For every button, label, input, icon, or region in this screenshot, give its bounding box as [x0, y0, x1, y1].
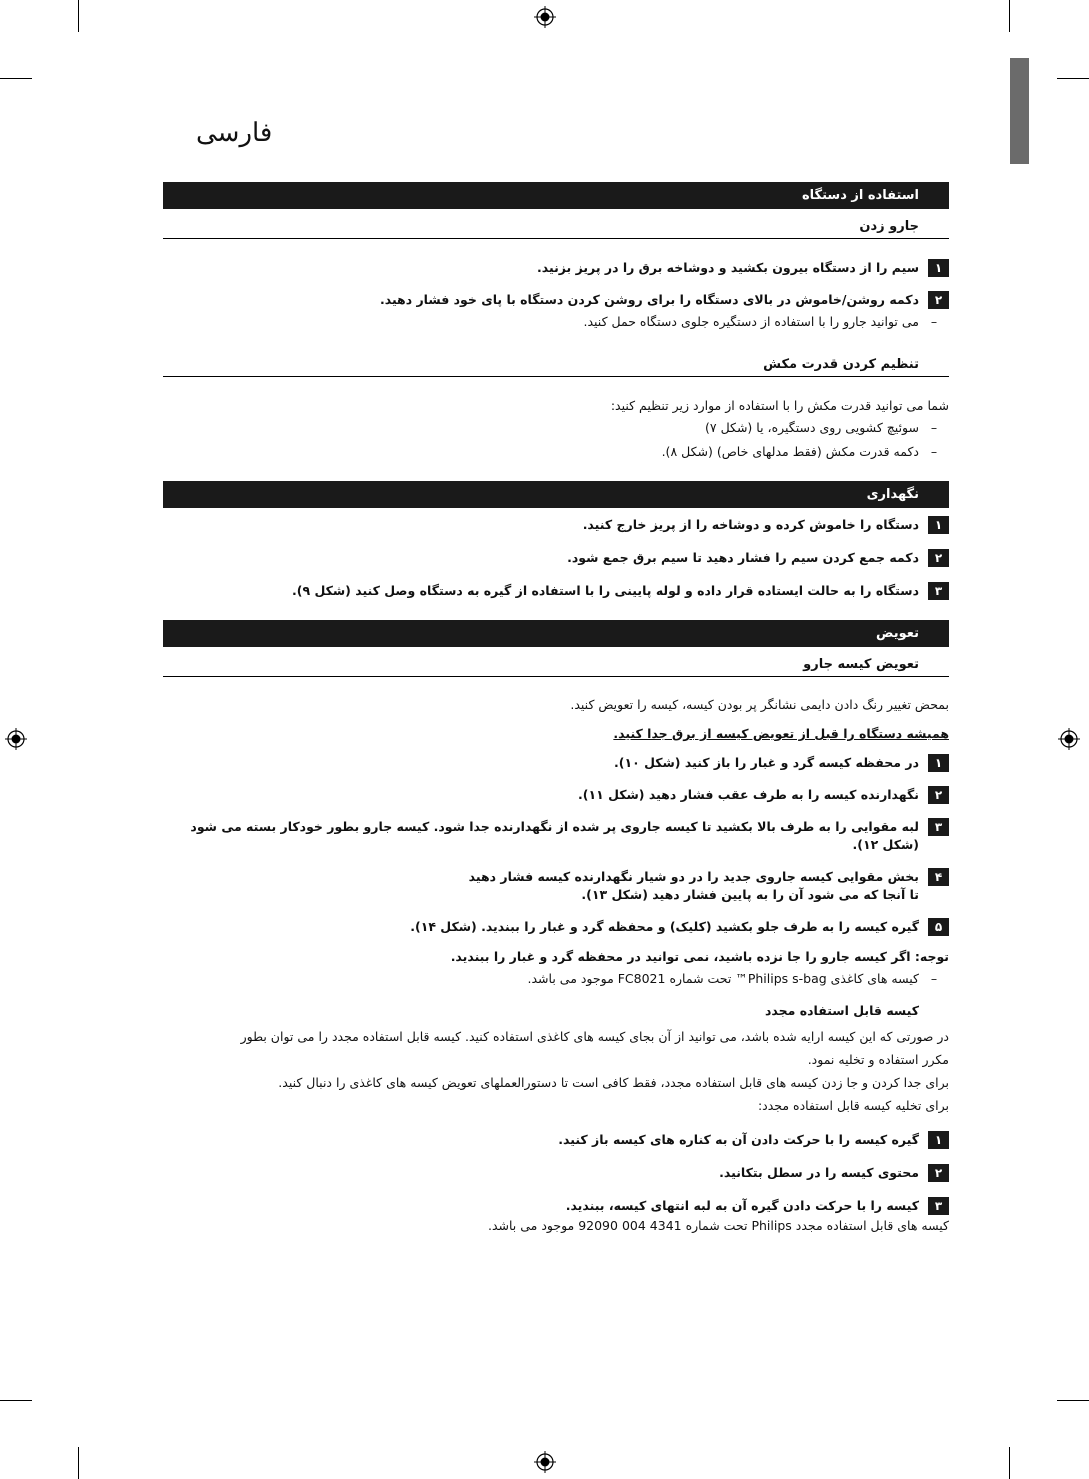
- paragraph: [163, 1025, 949, 1117]
- step-number: ۱: [928, 1131, 949, 1149]
- registration-mark-icon: [5, 728, 27, 750]
- manual-content: [163, 182, 949, 1235]
- crop-mark: [78, 0, 79, 32]
- bullet-item: [163, 970, 949, 988]
- step: [163, 1131, 949, 1149]
- step-text: سیم را از دستگاه بیرون بکشید و دوشاخه برق را در پریز بزنید.: [537, 260, 919, 275]
- registration-mark-icon: [534, 1451, 556, 1473]
- language-tab: [1010, 58, 1029, 164]
- section-header-usage: استفاده از دستگاه: [163, 182, 949, 209]
- paragraph: [163, 397, 949, 415]
- paragraph-text: کیسه های قابل استفاده مجدد Philips تحت شماره 4341 004 92090 موجود می باشد.: [487, 1218, 949, 1233]
- step-text: در محفظه کیسه گرد و غبار را باز کنید (شکل ۱۰).: [614, 755, 919, 770]
- step-number: ۲: [928, 1164, 949, 1182]
- step-text: کیسه را با حرکت دادن گیره آن به لبه انتهای کیسه، ببندید.: [565, 1198, 919, 1213]
- step-text: گیره کیسه را به طرف جلو بکشید (کلیک) و محفظه گرد و غبار را ببندید. (شکل ۱۴).: [410, 919, 919, 934]
- step-text: دکمه روشن/خاموش در بالای دستگاه را برای روشن کردن دستگاه با پای خود فشار دهید.: [379, 292, 919, 307]
- step: [163, 549, 949, 567]
- crop-mark: [78, 1447, 79, 1479]
- step-text: گیره کیسه را با حرکت دادن آن به کناره های کیسه باز کنید.: [558, 1132, 919, 1147]
- warning: [163, 725, 949, 743]
- step: [163, 259, 949, 277]
- paragraph-line: برای تخلیه کیسه قابل استفاده مجدد:: [757, 1098, 949, 1113]
- step-number: ۲: [928, 786, 949, 804]
- step: [163, 1197, 949, 1215]
- bullet-dash: –: [930, 314, 938, 329]
- notice: [163, 948, 949, 966]
- crop-mark: [1057, 78, 1089, 79]
- step: [163, 516, 949, 534]
- registration-mark-icon: [1058, 728, 1080, 750]
- step: [163, 918, 949, 936]
- bullet-dash: –: [930, 420, 938, 435]
- notice-text: توجه: اگر کیسه جارو را جا نزده باشید، نمی توانید در محفظه گرد و غبار را ببندید.: [450, 949, 949, 964]
- step-number: ۱: [928, 516, 949, 534]
- subheader-suction-power: تنظیم کردن قدرت مکش: [163, 347, 949, 377]
- crop-mark: [1009, 1447, 1010, 1479]
- bullet-text: دکمه قدرت مکش (فقط مدلهای خاص) (شکل ۸).: [661, 444, 919, 459]
- crop-mark: [1009, 0, 1010, 32]
- step-text: نگهدارنده کیسه را به طرف عقب فشار دهید (شکل ۱۱).: [577, 787, 919, 802]
- paragraph: [163, 696, 949, 714]
- paragraph: [163, 1217, 949, 1235]
- subheader-reusable-bag: [163, 1002, 949, 1020]
- subheader-vacuuming: جارو زدن: [163, 209, 949, 239]
- step-text: دستگاه را به حالت ایستاده قرار داده و لوله پایینی را با استفاده از گیره به دستگاه وصل کنید (شکل ۹).: [291, 583, 919, 598]
- step-text: دکمه جمع کردن سیم را فشار دهید تا سیم برق جمع شود.: [567, 550, 919, 565]
- paragraph-text: شما می توانید قدرت مکش را با استفاده از موارد زیر تنظیم کنید:: [610, 398, 949, 413]
- paragraph-text: بمحض تغییر رنگ دادن دایمی نشانگر پر بودن کیسه، کیسه را تعویض کنید.: [570, 697, 949, 712]
- step: [163, 582, 949, 600]
- step-number: ۱: [928, 259, 949, 277]
- step: [163, 291, 949, 309]
- step: [163, 868, 949, 904]
- registration-mark-icon: [534, 6, 556, 28]
- bullet-text: سوئیچ کشویی روی دستگیره، یا (شکل ۷): [705, 420, 919, 435]
- step: [163, 786, 949, 804]
- subheader-dust-bag: تعویض کیسه جارو: [163, 647, 949, 677]
- step-text-line: بخش مقوایی کیسه جاروی جدید را در دو شیار نگهدارنده کیسه فشار دهید: [468, 869, 919, 884]
- bullet-item: [163, 419, 949, 437]
- step: [163, 818, 949, 854]
- bullet-dash: –: [930, 971, 938, 986]
- step-number: ۱: [928, 754, 949, 772]
- bullet-item: [163, 443, 949, 461]
- subheader-text: کیسه قابل استفاده مجدد: [764, 1003, 919, 1018]
- step-number: ۳: [928, 818, 949, 836]
- step-text: [469, 868, 919, 904]
- step-text: دستگاه را خاموش کرده و دوشاخه را از پریز خارج کنید.: [582, 517, 919, 532]
- section-header-replacement: تعویض: [163, 620, 949, 647]
- crop-mark: [1057, 1400, 1089, 1401]
- step-text: محتوی کیسه را در سطل بتکانید.: [719, 1165, 919, 1180]
- bullet-dash: –: [930, 444, 938, 459]
- step: [163, 754, 949, 772]
- step-number: ۲: [928, 549, 949, 567]
- step-number: ۳: [928, 1197, 949, 1215]
- step-number: ۳: [928, 582, 949, 600]
- paragraph-line: مکرر استفاده و تخلیه نمود.: [807, 1052, 949, 1067]
- crop-mark: [0, 78, 32, 79]
- paragraph-line: برای جدا کردن و جا زدن کیسه های قابل استفاده مجدد، فقط کافی است تا دستورالعملهای تعویض کیسه های کاغذی را دنبال کنید.: [278, 1075, 949, 1090]
- step-number: ۲: [928, 291, 949, 309]
- crop-mark: [0, 1400, 32, 1401]
- language-label: فارسی: [196, 118, 273, 148]
- bullet-text: می توانید جارو را با استفاده از دستگیره جلوی دستگاه حمل کنید.: [583, 314, 919, 329]
- step-text-line: تا آنجا که می شود آن را به پایین فشار دهید (شکل ۱۳).: [581, 887, 919, 902]
- step: [163, 1164, 949, 1182]
- warning-text: همیشه دستگاه را قبل از تعویض کیسه از برق جدا کنید.: [613, 726, 949, 741]
- paragraph-line: در صورتی که این کیسه ارایه شده باشد، می توانید از آن بجای کیسه های کاغذی استفاده کنید. کیسه قابل استفاده مجدد را می توان بطور: [240, 1029, 949, 1044]
- step-text: لبه مقوایی را به طرف بالا بکشید تا کیسه جاروی پر شده از نگهدارنده جدا شود. کیسه جارو بطور خودکار بسته می شود (شکل ۱۲).: [190, 819, 919, 852]
- step-number: ۵: [928, 918, 949, 936]
- bullet-text: کیسه های کاغذی Philips s-bag™ تحت شماره FC8021 موجود می باشد.: [527, 971, 919, 986]
- section-header-storage: نگهداری: [163, 481, 949, 508]
- step-number: ۴: [928, 868, 949, 886]
- bullet-item: [163, 313, 949, 331]
